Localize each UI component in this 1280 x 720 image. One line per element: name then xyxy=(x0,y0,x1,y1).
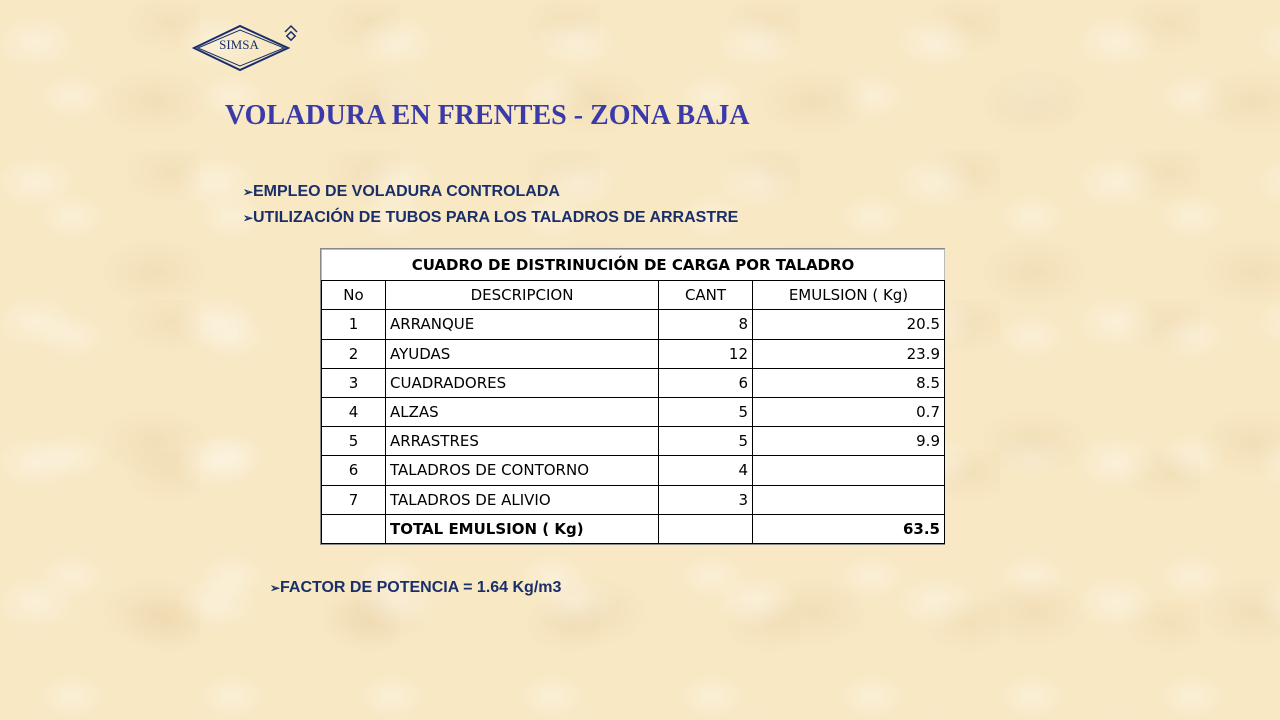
arrow-bullet-icon: ➢ xyxy=(243,185,254,199)
cell-empty xyxy=(659,514,753,543)
bullet-text: EMPLEO DE VOLADURA CONTROLADA xyxy=(253,183,560,200)
table-row xyxy=(322,456,945,485)
cell-emulsion: 20.5 xyxy=(753,310,945,339)
cell-description: ARRANQUE xyxy=(386,310,659,339)
cell-emulsion: 0.7 xyxy=(753,397,945,426)
footer-bullet xyxy=(270,579,561,597)
total-value: 63.5 xyxy=(753,514,945,543)
bullet-item xyxy=(243,183,560,201)
cell-cant: 4 xyxy=(659,456,753,485)
cell-description: TALADROS DE ALIVIO xyxy=(386,485,659,514)
cell-emulsion: 23.9 xyxy=(753,339,945,368)
header-description: DESCRIPCION xyxy=(386,281,659,310)
cell-cant: 12 xyxy=(659,339,753,368)
charge-distribution-table xyxy=(320,248,945,545)
cell-cant: 8 xyxy=(659,310,753,339)
table-row xyxy=(322,397,945,426)
cell-description: CUADRADORES xyxy=(386,368,659,397)
table-row xyxy=(322,339,945,368)
table-row xyxy=(322,485,945,514)
cell-emulsion: 9.9 xyxy=(753,427,945,456)
table-caption: CUADRO DE DISTRINUCIÓN DE CARGA POR TALADRO xyxy=(322,250,945,281)
cell-no: 7 xyxy=(322,485,386,514)
cell-description: ARRASTRES xyxy=(386,427,659,456)
bullet-text: FACTOR DE POTENCIA = 1.64 Kg/m3 xyxy=(280,579,562,596)
cell-emulsion: 8.5 xyxy=(753,368,945,397)
arrow-bullet-icon: ➢ xyxy=(270,581,281,595)
cell-cant: 3 xyxy=(659,485,753,514)
cell-no: 2 xyxy=(322,339,386,368)
cell-no: 4 xyxy=(322,397,386,426)
simsa-logo xyxy=(192,20,302,76)
page-title: VOLADURA EN FRENTES - ZONA BAJA xyxy=(225,100,750,131)
cell-cant: 5 xyxy=(659,427,753,456)
bullet-item xyxy=(243,209,738,227)
cell-emulsion xyxy=(753,456,945,485)
cell-cant: 6 xyxy=(659,368,753,397)
table-row xyxy=(322,368,945,397)
cell-empty xyxy=(322,514,386,543)
table-total-row xyxy=(322,514,945,543)
header-no: No xyxy=(322,281,386,310)
header-emulsion: EMULSION ( Kg) xyxy=(753,281,945,310)
cell-description: TALADROS DE CONTORNO xyxy=(386,456,659,485)
cell-no: 5 xyxy=(322,427,386,456)
table-grid xyxy=(321,249,945,544)
table-header-row xyxy=(322,281,945,310)
cell-no: 1 xyxy=(322,310,386,339)
logo-text: SIMSA xyxy=(219,37,259,52)
cell-cant: 5 xyxy=(659,397,753,426)
total-label: TOTAL EMULSION ( Kg) xyxy=(386,514,659,543)
arrow-bullet-icon: ➢ xyxy=(243,211,254,225)
cell-no: 6 xyxy=(322,456,386,485)
cell-emulsion xyxy=(753,485,945,514)
table-caption-row xyxy=(322,250,945,281)
bullet-text: UTILIZACIÓN DE TUBOS PARA LOS TALADROS DE ARRASTRE xyxy=(253,209,739,226)
table-row xyxy=(322,310,945,339)
cell-description: ALZAS xyxy=(386,397,659,426)
header-cant: CANT xyxy=(659,281,753,310)
cell-description: AYUDAS xyxy=(386,339,659,368)
table-row xyxy=(322,427,945,456)
cell-no: 3 xyxy=(322,368,386,397)
